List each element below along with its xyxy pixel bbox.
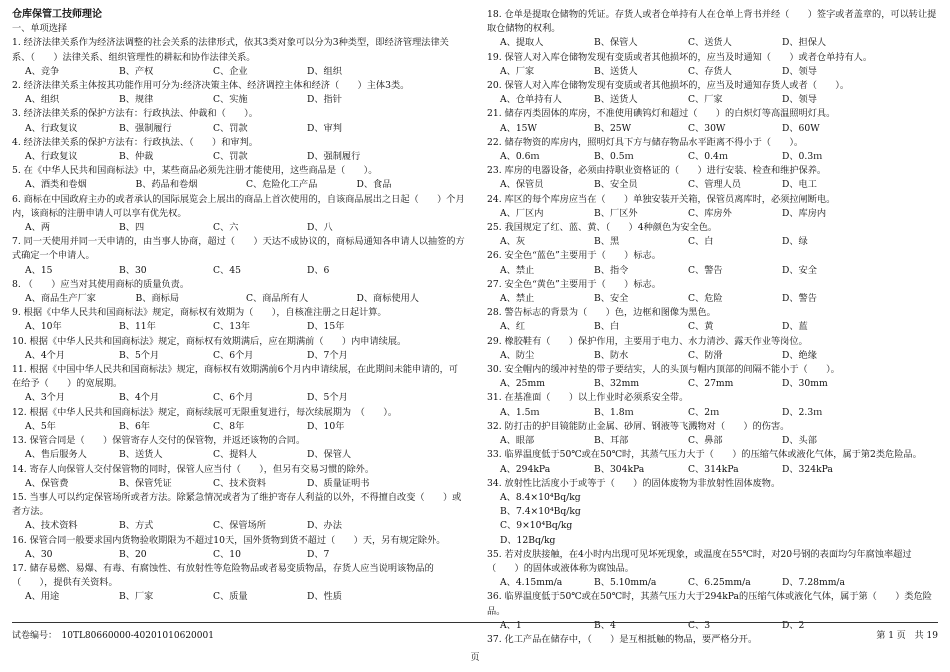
answer-option: D、电工 (782, 179, 817, 191)
question-stem: 30. 安全帽内的缓冲衬垫的带子要结实，人的头顶与帽内顶部的间隔不能小于（ ）。 (487, 364, 840, 376)
answer-option: B、25W (594, 122, 632, 134)
answer-option: D、担保人 (782, 37, 827, 49)
answer-option: A、酒类和卷烟 (25, 179, 87, 191)
answer-option: D、5个月 (307, 392, 348, 404)
answer-option: D、领导 (782, 94, 817, 106)
question-stem: 2. 经济法律关系主体按其功能作用可分为:经济决策主体、经济调控主体和经济（ ）主体3类。 (12, 80, 410, 92)
answer-option: C、30W (688, 122, 726, 134)
question-stem: 14. 寄存人向保管人交付保管物的同时，保管人应当付（ ），但另有交易习惯的除外。 (12, 463, 375, 475)
question-stem: 7. 同一天使用并同一天申请的，由当事人协商，超过（ ）天达不成协议的，商标局通知各申请人以抽签的方式确定一个申请人。 (12, 236, 465, 262)
question-stem: 6. 商标在中国政府主办的或者承认的国际展览会上展出的商品上首次使用的，自该商品展出之日起（ ）个月内，该商标的注册申请人可以享有优先权。 (12, 193, 465, 219)
answer-option: B、仲裁 (119, 151, 154, 163)
answer-option: B、32mm (594, 378, 640, 390)
answer-option: D、6 (307, 264, 330, 276)
answer-option: A、提取人 (500, 37, 544, 49)
answer-option: B、药品和卷烟 (135, 179, 198, 191)
answer-option: D、15年 (307, 321, 345, 333)
answer-option: C、2ｍ (688, 406, 720, 418)
answer-option: B、保管人 (594, 37, 638, 49)
answer-option: B、方式 (119, 520, 154, 532)
question-stem: 10. 根据《中华人民共和国商标法》规定，商标权有效期满后，应在期满前（ ）内申请续展。 (12, 335, 407, 347)
option-row (12, 590, 467, 604)
answer-option: C、白 (688, 236, 714, 248)
option-row (12, 519, 467, 533)
answer-option: C、0.4ｍ (688, 151, 729, 163)
answer-option: D、组织 (307, 65, 342, 77)
exam-code: 试卷编号： 10TL80660000-40201010620001 (12, 631, 214, 641)
answer-option: C、罚款 (213, 122, 248, 134)
answer-option: B、保管凭证 (119, 477, 172, 489)
answer-option: B、白 (594, 321, 620, 333)
question-stem: 5. 在《中华人民共和国商标法》中，某些商品必须先注册才能使用，这些商品是（ ）。 (12, 165, 378, 177)
option-row (12, 93, 467, 107)
answer-option: C、314kPa (688, 463, 739, 475)
answer-option: D、质量证明书 (307, 477, 370, 489)
answer-option: A、保管员 (500, 179, 544, 191)
answer-option: A、厂区内 (500, 207, 544, 219)
option-row (487, 150, 938, 164)
question-stem: 4. 经济法律关系的保护方法有：行政执法、（ ）和审判。 (12, 136, 258, 148)
document-title: 仓库保管工技师理论 (12, 9, 102, 20)
answer-option: C、防滑 (688, 349, 723, 361)
answer-option: A、厂家 (500, 65, 535, 77)
answer-option: A、红 (500, 321, 526, 333)
answer-option: C、技术资料 (213, 477, 266, 489)
option-row (487, 264, 938, 278)
question-stem: 16. 保管合同一般要求国内货物验收期限为不超过10天，国外货物到货不超过（ ）天，另有规定除外。 (12, 534, 446, 546)
answer-option: A、技术资料 (25, 520, 78, 532)
page-total: 共 19 (914, 631, 938, 641)
answer-option: D、强制履行 (307, 151, 361, 163)
answer-option: C、提料人 (213, 449, 257, 461)
option-row (487, 36, 938, 50)
answer-option: C、13年 (213, 321, 251, 333)
page-word: 页 (470, 653, 480, 663)
answer-option: B、5.10mm/a (594, 577, 657, 589)
answer-option: D、库房内 (782, 207, 827, 219)
answer-option: B、指令 (594, 264, 629, 276)
footer-rule (12, 622, 938, 623)
question-stem: 32. 防打击的护目镜能防止金属、砂屑、钢液等飞溅物对（ ）的伤害。 (487, 420, 790, 432)
answer-option: D、审判 (307, 122, 342, 134)
question-stem: 18. 仓单是提取仓储物的凭证。存货人或者仓单持有人在仓单上背书并经（ ）签字或者盖章的，可以转让提取仓储物的权利。 (487, 9, 937, 35)
answer-option: A、15 (25, 264, 53, 276)
answer-option: B、7.4×10⁴Bq/kg (500, 506, 581, 518)
answer-option: A、行政复议 (25, 122, 78, 134)
answer-option: D、7 (307, 548, 330, 560)
answer-option: A、0.6ｍ (500, 151, 540, 163)
answer-option: A、组织 (25, 94, 60, 106)
option-row (487, 349, 938, 363)
question-stem: 21. 储存丙类固体的库房，不准使用碘钨灯和超过（ ）的白炽灯等高温照明灯具。 (487, 108, 836, 120)
question-stem: 23. 库房的电器设备，必须由持职业资格证的（ ）进行安装、检查和维护保养。 (487, 165, 827, 177)
option-row (12, 448, 467, 462)
answer-option: A、4.15mm/a (500, 577, 563, 589)
answer-option: A、商品生产厂家 (25, 293, 96, 305)
answer-option: A、灰 (500, 236, 526, 248)
answer-option: C、27mm (688, 378, 734, 390)
question-stem: 3. 经济法律关系的保护方法有：行政执法、仲裁和（ ）。 (12, 108, 258, 120)
left-column (12, 8, 467, 605)
answer-option: C、企业 (213, 65, 248, 77)
question-stem: 12. 根据《中华人民共和国商标法》规定，商标续展可无限重复进行，每次续展期为 （ ）。 (12, 406, 398, 418)
answer-option: D、指针 (307, 94, 342, 106)
answer-option: C、危险化工产品 (246, 179, 318, 191)
option-row (12, 391, 467, 405)
answer-option: A、售后服务人 (25, 449, 87, 461)
question-stem: 19. 保管人对入库仓储物发现有变质或者其他损坏的，应当及时通知（ ）或者仓单持有人。 (487, 51, 873, 63)
answer-option: D、绿 (782, 236, 808, 248)
answer-option: B、产权 (119, 65, 154, 77)
answer-option: C、厂家 (688, 94, 723, 106)
answer-option: C、8年 (213, 420, 245, 432)
answer-option: A、4个月 (25, 349, 66, 361)
answer-option: B、4个月 (119, 392, 160, 404)
answer-option: B、耳部 (594, 435, 629, 447)
page-indicator (870, 628, 938, 641)
answer-option: B、规律 (119, 94, 154, 106)
question-stem: 20. 保管人对入库仓储物发现有变质或者其他损坏的，应当及时通知存货人或者（ ）。 (487, 80, 850, 92)
answer-option: A、用途 (25, 591, 60, 603)
answer-option: B、强制履行 (119, 122, 172, 134)
answer-option: A、保管费 (25, 477, 69, 489)
question-stem: 8. （ ）应当对其使用商标的质量负责。 (12, 278, 190, 290)
question-stem: 24. 库区的每个库房应当在（ ）单独安装开关箱，保管员离库时，必须拉闸断电。 (487, 193, 836, 205)
answer-option: A、眼部 (500, 435, 535, 447)
answer-option: C、商品所有人 (246, 293, 309, 305)
option-row (12, 548, 467, 562)
answer-option: D、安全 (782, 264, 817, 276)
answer-option: B、送货人 (594, 65, 638, 77)
answer-option: B、304kPa (594, 463, 645, 475)
option-row (12, 122, 467, 136)
answer-option: C、存货人 (688, 65, 732, 77)
question-stem: 11. 根据《中国中华人民共和国商标法》规定，商标权有效期满前6个月内申请续展，在此期间未能申请的，可在给予（ ）的宽展期。 (12, 364, 458, 390)
option-row (487, 93, 938, 107)
question-stem: 13. 保管合同是（ ）保管寄存人交付的保管物，并返还该物的合同。 (12, 435, 306, 447)
answer-option: A、竞争 (25, 65, 60, 77)
answer-option: A、禁止 (500, 293, 535, 305)
option-row (12, 349, 467, 363)
question-stem: 22. 储存物资的库房内，照明灯具下方与储存物品水平距离不得小于（ ）。 (487, 136, 804, 148)
question-stem: 33. 临界温度低于50℃或在50℃时，其蒸气压力大于（ ）的压缩气体或液化气体，属于第2类危险品。 (487, 449, 922, 461)
question-stem: 28. 警告标志的背景为（ ）色，边框和图像为黑色。 (487, 307, 716, 319)
answer-option: B、11年 (119, 321, 156, 333)
answer-option: A、禁止 (500, 264, 535, 276)
answer-option: D、60W (782, 122, 820, 134)
answer-option: A、8.4×10⁴Bq/kg (500, 491, 581, 503)
answer-option: D、10年 (307, 420, 345, 432)
option-row (487, 320, 938, 334)
page-current: 第 1 页 (876, 631, 906, 641)
question-stem: 27. 安全色“黄色”主要用于（ ）标志。 (487, 278, 661, 290)
answer-option: C、六 (213, 222, 239, 234)
answer-option: D、7.28mm/a (782, 577, 846, 589)
answer-option: D、领导 (782, 65, 817, 77)
option-row (487, 434, 938, 448)
answer-option: C、危险 (688, 293, 723, 305)
answer-option: B、防水 (594, 349, 629, 361)
question-stem: 15. 当事人可以约定保管场所或者方法。除紧急情况或者为了维护寄存人利益的以外，不得擅自改变（ ）或者方法。 (12, 491, 462, 518)
option-row (487, 576, 938, 590)
answer-option: A、30 (25, 548, 53, 560)
answer-option: D、蓝 (782, 321, 808, 333)
answer-option: B、0.5ｍ (594, 151, 634, 163)
answer-option: D、30mm (782, 378, 828, 390)
option-row (487, 207, 938, 221)
answer-option: B、4 (594, 619, 616, 631)
answer-option: A、10年 (25, 321, 62, 333)
question-stem: 26. 安全色“蓝色”主要用于（ ）标志。 (487, 250, 661, 262)
answer-option: D、保管人 (307, 449, 352, 461)
answer-option: A、3个月 (25, 392, 66, 404)
answer-option: D、性质 (307, 591, 342, 603)
question-stem: 1. 经济法律关系作为经济法调整的社会关系的法律形式，依其3类对象可以分为3种类型，即经济管理法律关系、（ ）法律关系、组织管理性的耕耘和协作法律关系。 (12, 37, 449, 63)
question-stem: 35. 若对皮肤接触，在4小时内出现可见坏死现象，或温度在55℃时，对20号钢的表面均匀年腐蚀率超过（ ）的固体或液体称为腐蚀品。 (487, 548, 912, 574)
option-row (487, 292, 938, 306)
answer-option: B、6年 (119, 420, 150, 432)
answer-option: C、9×10⁴Bq/kg (500, 520, 573, 532)
option-row (487, 65, 938, 79)
answer-option: B、送货人 (594, 94, 638, 106)
answer-option: B、30 (119, 264, 147, 276)
answer-option: D、警告 (782, 293, 817, 305)
answer-option: B、送货人 (119, 449, 163, 461)
option-row (487, 122, 938, 136)
question-stem: 25. 我国规定了红、蓝、黄、（ ）4种颜色为安全色。 (487, 222, 718, 234)
option-row (487, 406, 938, 420)
answer-option: D、324kPa (782, 463, 833, 475)
option-row (12, 65, 467, 79)
question-stem: 36. 临界温度低于50℃或在50℃时，其蒸气压力大于294kPa的压缩气体或液化气体，属于第（ ）类危险品。 (487, 591, 932, 617)
answer-option: C、鼻部 (688, 435, 723, 447)
answer-option: D、八 (307, 222, 333, 234)
answer-option: C、送货人 (688, 37, 732, 49)
answer-option: A、294kPa (500, 463, 551, 475)
option-row (12, 221, 467, 235)
question-stem: 9. 根据《中华人民共和国商标法》规定，商标权有效期为（ ），自核准注册之日起计算。 (12, 307, 387, 319)
option-row (12, 420, 467, 434)
answer-option: C、罚款 (213, 151, 248, 163)
section-heading: 一、单项选择 (12, 23, 68, 35)
right-column (487, 8, 938, 647)
answer-option: D、头部 (782, 435, 817, 447)
answer-option: A、15W (500, 122, 537, 134)
answer-option: C、6个月 (213, 349, 254, 361)
answer-option: C、实施 (213, 94, 248, 106)
option-row (12, 150, 467, 164)
answer-option: A、1.5ｍ (500, 406, 540, 418)
answer-option: D、食品 (356, 179, 392, 191)
answer-option: C、黄 (688, 321, 714, 333)
answer-option: A、防尘 (500, 349, 535, 361)
option-row (487, 178, 938, 192)
option-row (487, 463, 938, 477)
answer-option: D、绝缘 (782, 349, 817, 361)
answer-option: B、5个月 (119, 349, 160, 361)
option-row (12, 264, 467, 278)
question-stem: 37. 化工产品在储存中，（ ）是互相抵触的物品，要严格分开。 (487, 633, 758, 645)
answer-option: A、1 (500, 619, 522, 631)
question-stem: 29. 橡胶鞋有（ ）保护作用，主要用于电力、水力清沙、露天作业等岗位。 (487, 335, 808, 347)
option-row (12, 178, 467, 192)
answer-option: B、黑 (594, 236, 620, 248)
option-row (12, 320, 467, 334)
answer-option: C、45 (213, 264, 241, 276)
answer-option: B、安全员 (594, 179, 638, 191)
answer-option: B、20 (119, 548, 147, 560)
answer-option: C、3 (688, 619, 711, 631)
answer-option: A、25mm (500, 378, 545, 390)
answer-option: B、商标局 (135, 293, 180, 305)
question-stem: 17. 储存易燃、易爆、有毒、有腐蚀性、有放射性等危险物品或者易变质物品，存货人应当说明该物品的（ ），提供有关资料。 (12, 562, 434, 589)
answer-option: B、厂家 (119, 591, 154, 603)
answer-option: B、四 (119, 222, 145, 234)
answer-option: A、两 (25, 222, 51, 234)
option-row (12, 292, 467, 306)
answer-option: C、6.25mm/a (688, 577, 751, 589)
answer-option: C、质量 (213, 591, 248, 603)
answer-option: D、2.3ｍ (782, 406, 823, 418)
answer-option: C、警告 (688, 264, 723, 276)
answer-option: D、商标使用人 (356, 293, 419, 305)
answer-option: C、保管场所 (213, 520, 266, 532)
answer-option: D、12Bq/kg (500, 534, 556, 546)
answer-option: D、7个月 (307, 349, 348, 361)
option-row (487, 235, 938, 249)
answer-option: A、5年 (25, 420, 56, 432)
question-stem: 31. 在基准面（ ）以上作业时必须系安全带。 (487, 392, 689, 404)
answer-option: C、10 (213, 548, 241, 560)
answer-option: B、1.8ｍ (594, 406, 634, 418)
answer-option: D、办法 (307, 520, 342, 532)
option-row (12, 477, 467, 491)
answer-option: A、仓单持有人 (500, 94, 562, 106)
answer-option: C、管理人员 (688, 179, 741, 191)
answer-option: C、6个月 (213, 392, 254, 404)
answer-option: A、行政复议 (25, 151, 78, 163)
answer-option: D、0.3ｍ (782, 151, 823, 163)
answer-option: D、2 (782, 619, 805, 631)
answer-option: B、厂区外 (594, 207, 638, 219)
answer-option: B、安全 (594, 293, 629, 305)
option-row (487, 377, 938, 391)
option-row (487, 491, 938, 548)
answer-option: C、库房外 (688, 207, 732, 219)
question-stem: 34. 放射性比活度小于或等于（ ）的固体废物为非放射性固体废物。 (487, 477, 781, 489)
